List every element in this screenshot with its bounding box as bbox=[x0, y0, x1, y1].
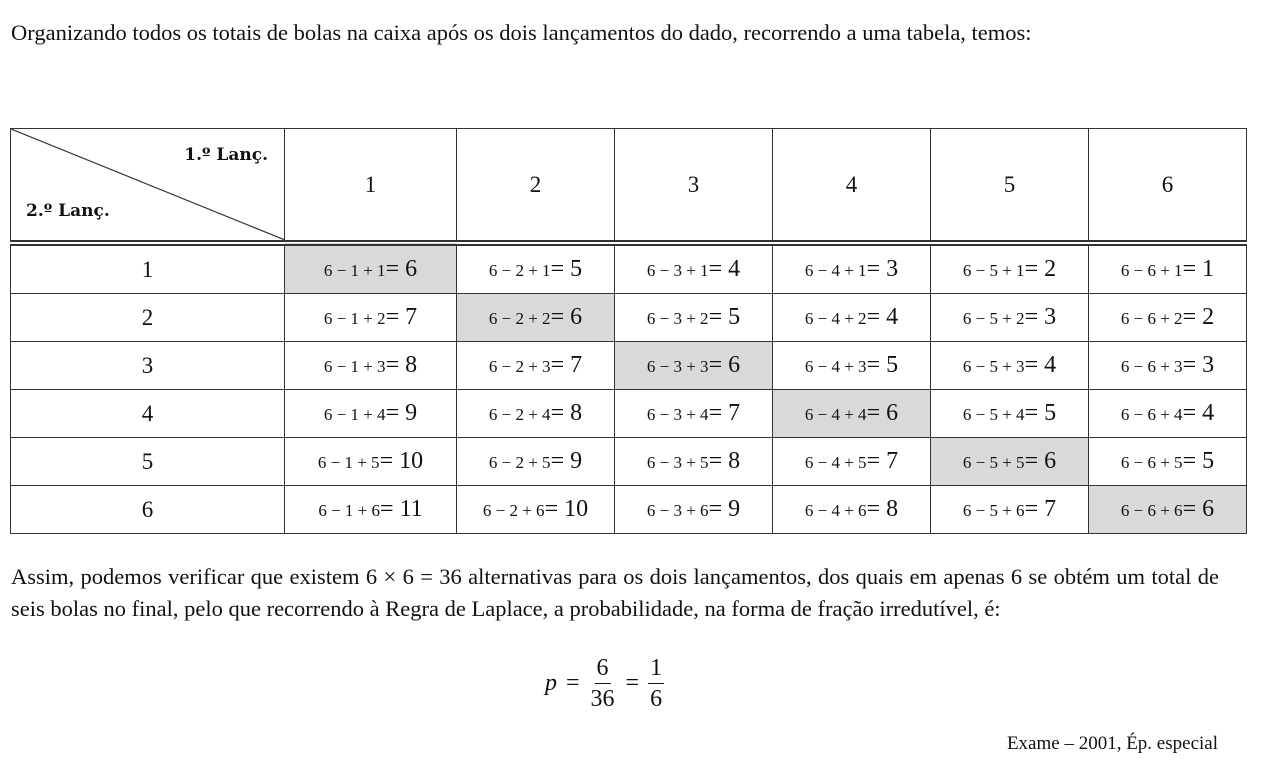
cell-equals: = bbox=[550, 352, 571, 378]
table-cell bbox=[615, 243, 773, 294]
cell-equals: = bbox=[1024, 448, 1045, 474]
cell-result: 8 bbox=[405, 352, 418, 378]
first-roll-label: 1.º Lanç. bbox=[184, 145, 268, 165]
cell-expression: 6 − 5 + 3 bbox=[962, 357, 1025, 376]
cell-equals: = bbox=[866, 496, 887, 522]
cell-expression: 6 − 5 + 5 bbox=[962, 453, 1025, 472]
intro-paragraph: Organizando todos os totais de bolas na caixa após os dois lançamentos do dado, recorrendo a uma tabela, temos: bbox=[11, 20, 1032, 45]
cell-result: 4 bbox=[1202, 400, 1215, 426]
table-cell bbox=[773, 294, 931, 342]
table-cell bbox=[931, 486, 1089, 534]
table-cell bbox=[773, 486, 931, 534]
formula-variable: p bbox=[545, 669, 557, 696]
cell-result: 7 bbox=[886, 448, 899, 474]
column-header-5: 5 bbox=[931, 129, 1089, 244]
cell-expression: 6 − 1 + 5 bbox=[317, 453, 380, 472]
cell-equals: = bbox=[866, 352, 887, 378]
cell-expression: 6 − 3 + 5 bbox=[646, 453, 709, 472]
row-header: 5 bbox=[11, 438, 285, 486]
fraction-6-36 bbox=[589, 653, 617, 714]
cell-expression: 6 − 5 + 4 bbox=[962, 405, 1025, 424]
cell-expression: 6 − 3 + 6 bbox=[646, 501, 709, 520]
table-cell-highlighted bbox=[457, 294, 615, 342]
cell-equals: = bbox=[385, 304, 406, 330]
table-cell bbox=[457, 342, 615, 390]
cell-result: 5 bbox=[1044, 400, 1057, 426]
cell-expression: 6 − 6 + 1 bbox=[1120, 261, 1183, 280]
cell-equals: = bbox=[708, 304, 729, 330]
cell-equals: = bbox=[866, 304, 887, 330]
cell-expression: 6 − 6 + 4 bbox=[1120, 405, 1183, 424]
cell-result: 3 bbox=[1044, 304, 1057, 330]
header-row bbox=[11, 129, 1247, 244]
table-cell bbox=[773, 438, 931, 486]
cell-expression: 6 − 1 + 2 bbox=[323, 309, 386, 328]
cell-expression: 6 − 1 + 1 bbox=[323, 261, 386, 280]
table-cell-highlighted bbox=[285, 243, 457, 294]
cell-expression: 6 − 2 + 5 bbox=[488, 453, 551, 472]
cell-equals: = bbox=[708, 496, 729, 522]
cell-result: 10 bbox=[399, 448, 424, 474]
cell-equals: = bbox=[708, 352, 729, 378]
table-cell-highlighted bbox=[931, 438, 1089, 486]
cell-equals: = bbox=[550, 304, 571, 330]
cell-equals: = bbox=[550, 448, 571, 474]
corner-cell bbox=[11, 129, 285, 244]
table-cell bbox=[457, 438, 615, 486]
cell-equals: = bbox=[1024, 256, 1045, 282]
table-cell-highlighted bbox=[615, 342, 773, 390]
table-cell bbox=[285, 486, 457, 534]
cell-expression: 6 − 3 + 3 bbox=[646, 357, 709, 376]
cell-equals: = bbox=[380, 496, 400, 522]
table-cell bbox=[931, 342, 1089, 390]
cell-expression: 6 − 3 + 1 bbox=[646, 261, 709, 280]
formula-equals-2: = bbox=[625, 669, 640, 696]
cell-result: 6 bbox=[1044, 448, 1057, 474]
table-row bbox=[11, 390, 1247, 438]
cell-equals: = bbox=[708, 448, 729, 474]
table-cell bbox=[931, 294, 1089, 342]
cell-result: 5 bbox=[886, 352, 899, 378]
cell-equals: = bbox=[385, 400, 406, 426]
column-header-3: 3 bbox=[615, 129, 773, 244]
table-cell bbox=[773, 342, 931, 390]
cell-result: 6 bbox=[728, 352, 741, 378]
dice-results-table bbox=[10, 128, 1247, 534]
cell-result: 1 bbox=[1202, 256, 1215, 282]
table-row bbox=[11, 294, 1247, 342]
cell-result: 3 bbox=[1202, 352, 1215, 378]
cell-expression: 6 − 4 + 5 bbox=[804, 453, 867, 472]
cell-equals: = bbox=[544, 496, 565, 522]
fraction-1-6 bbox=[648, 653, 664, 714]
cell-expression: 6 − 6 + 2 bbox=[1120, 309, 1183, 328]
table-cell bbox=[615, 390, 773, 438]
table-cell bbox=[1089, 294, 1247, 342]
cell-result: 8 bbox=[570, 400, 583, 426]
cell-result: 8 bbox=[728, 448, 741, 474]
cell-result: 3 bbox=[886, 256, 899, 282]
cell-equals: = bbox=[379, 448, 400, 474]
row-header: 2 bbox=[11, 294, 285, 342]
cell-expression: 6 − 5 + 1 bbox=[962, 261, 1025, 280]
source-citation: Exame – 2001, Ép. especial bbox=[1006, 733, 1218, 754]
cell-equals: = bbox=[1024, 352, 1045, 378]
fraction-numerator: 1 bbox=[648, 653, 664, 684]
fraction-denominator: 6 bbox=[650, 685, 663, 712]
cell-expression: 6 − 4 + 1 bbox=[804, 261, 867, 280]
cell-expression: 6 − 1 + 3 bbox=[323, 357, 386, 376]
cell-expression: 6 − 1 + 4 bbox=[323, 405, 386, 424]
table-cell bbox=[1089, 243, 1247, 294]
cell-expression: 6 − 2 + 3 bbox=[488, 357, 551, 376]
table-cell bbox=[285, 438, 457, 486]
cell-result: 7 bbox=[570, 352, 583, 378]
cell-expression: 6 − 5 + 6 bbox=[962, 501, 1025, 520]
cell-result: 7 bbox=[728, 400, 741, 426]
cell-equals: = bbox=[550, 400, 571, 426]
cell-equals: = bbox=[1024, 496, 1045, 522]
cell-expression: 6 − 6 + 6 bbox=[1120, 501, 1183, 520]
probability-formula bbox=[545, 650, 664, 716]
cell-expression: 6 − 3 + 4 bbox=[646, 405, 709, 424]
cell-equals: = bbox=[1024, 400, 1045, 426]
cell-result: 2 bbox=[1044, 256, 1057, 282]
cell-equals: = bbox=[1182, 400, 1203, 426]
table-cell bbox=[615, 486, 773, 534]
table-cell bbox=[457, 486, 615, 534]
cell-expression: 6 − 4 + 3 bbox=[804, 357, 867, 376]
cell-result: 5 bbox=[570, 256, 583, 282]
cell-expression: 6 − 6 + 5 bbox=[1120, 453, 1183, 472]
cell-equals: = bbox=[1182, 256, 1203, 282]
cell-equals: = bbox=[550, 256, 571, 282]
cell-result: 5 bbox=[728, 304, 741, 330]
row-header: 1 bbox=[11, 243, 285, 294]
table-row bbox=[11, 438, 1247, 486]
cell-result: 4 bbox=[728, 256, 741, 282]
cell-expression: 6 − 2 + 2 bbox=[488, 309, 551, 328]
cell-result: 7 bbox=[405, 304, 418, 330]
cell-expression: 6 − 3 + 2 bbox=[646, 309, 709, 328]
cell-equals: = bbox=[1182, 352, 1203, 378]
table-cell bbox=[615, 294, 773, 342]
cell-equals: = bbox=[708, 256, 729, 282]
row-header: 6 bbox=[11, 486, 285, 534]
cell-equals: = bbox=[866, 256, 887, 282]
table-row bbox=[11, 243, 1247, 294]
table-cell bbox=[1089, 390, 1247, 438]
second-roll-label: 2.º Lanç. bbox=[26, 201, 110, 221]
cell-equals: = bbox=[1182, 496, 1203, 522]
cell-result: 6 bbox=[405, 256, 418, 282]
cell-equals: = bbox=[1182, 448, 1203, 474]
table-cell bbox=[615, 438, 773, 486]
cell-result: 9 bbox=[728, 496, 741, 522]
cell-result: 11 bbox=[399, 496, 423, 522]
table-row bbox=[11, 486, 1247, 534]
cell-equals: = bbox=[385, 256, 406, 282]
table-row bbox=[11, 342, 1247, 390]
cell-result: 5 bbox=[1202, 448, 1215, 474]
column-header-4: 4 bbox=[773, 129, 931, 244]
cell-expression: 6 − 6 + 3 bbox=[1120, 357, 1183, 376]
conclusion-paragraph: Assim, podemos verificar que existem 6 × 6 = 36 alternativas para os dois lançamentos, dos quais em apenas 6 se obtém um total de seis bolas no final, pelo que recorrendo à Regra de Laplace, a probabilidade, na forma de fração irredutível, é: bbox=[11, 564, 1219, 621]
cell-equals: = bbox=[866, 400, 887, 426]
table-cell bbox=[1089, 438, 1247, 486]
cell-expression: 6 − 5 + 2 bbox=[962, 309, 1025, 328]
cell-result: 7 bbox=[1044, 496, 1057, 522]
table-cell bbox=[457, 390, 615, 438]
cell-expression: 6 − 4 + 4 bbox=[804, 405, 867, 424]
cell-expression: 6 − 2 + 1 bbox=[488, 261, 551, 280]
table-cell bbox=[931, 243, 1089, 294]
fraction-denominator: 36 bbox=[590, 685, 615, 712]
cell-result: 8 bbox=[886, 496, 899, 522]
row-header: 3 bbox=[11, 342, 285, 390]
table-cell bbox=[1089, 342, 1247, 390]
cell-result: 10 bbox=[564, 496, 589, 522]
cell-expression: 6 − 4 + 2 bbox=[804, 309, 867, 328]
cell-expression: 6 − 4 + 6 bbox=[804, 501, 867, 520]
column-header-1: 1 bbox=[285, 129, 457, 244]
table-cell bbox=[285, 294, 457, 342]
column-header-6: 6 bbox=[1089, 129, 1247, 244]
table-cell-highlighted bbox=[1089, 486, 1247, 534]
table-cell bbox=[931, 390, 1089, 438]
cell-result: 4 bbox=[1044, 352, 1057, 378]
table-cell bbox=[285, 390, 457, 438]
cell-equals: = bbox=[1182, 304, 1203, 330]
formula-equals-1: = bbox=[566, 669, 580, 696]
cell-expression: 6 − 2 + 4 bbox=[488, 405, 551, 424]
cell-expression: 6 − 1 + 6 bbox=[318, 501, 381, 520]
table-cell bbox=[457, 243, 615, 294]
table-cell bbox=[285, 342, 457, 390]
cell-equals: = bbox=[385, 352, 406, 378]
row-header: 4 bbox=[11, 390, 285, 438]
table-cell bbox=[773, 243, 931, 294]
column-header-2: 2 bbox=[457, 129, 615, 244]
cell-equals: = bbox=[1024, 304, 1045, 330]
table-cell-highlighted bbox=[773, 390, 931, 438]
cell-result: 6 bbox=[1202, 496, 1215, 522]
cell-equals: = bbox=[866, 448, 887, 474]
cell-equals: = bbox=[708, 400, 729, 426]
cell-expression: 6 − 2 + 6 bbox=[482, 501, 545, 520]
fraction-numerator: 6 bbox=[595, 653, 611, 684]
cell-result: 4 bbox=[886, 304, 899, 330]
cell-result: 6 bbox=[886, 400, 899, 426]
cell-result: 2 bbox=[1202, 304, 1215, 330]
cell-result: 9 bbox=[405, 400, 418, 426]
cell-result: 9 bbox=[570, 448, 583, 474]
cell-result: 6 bbox=[570, 304, 583, 330]
